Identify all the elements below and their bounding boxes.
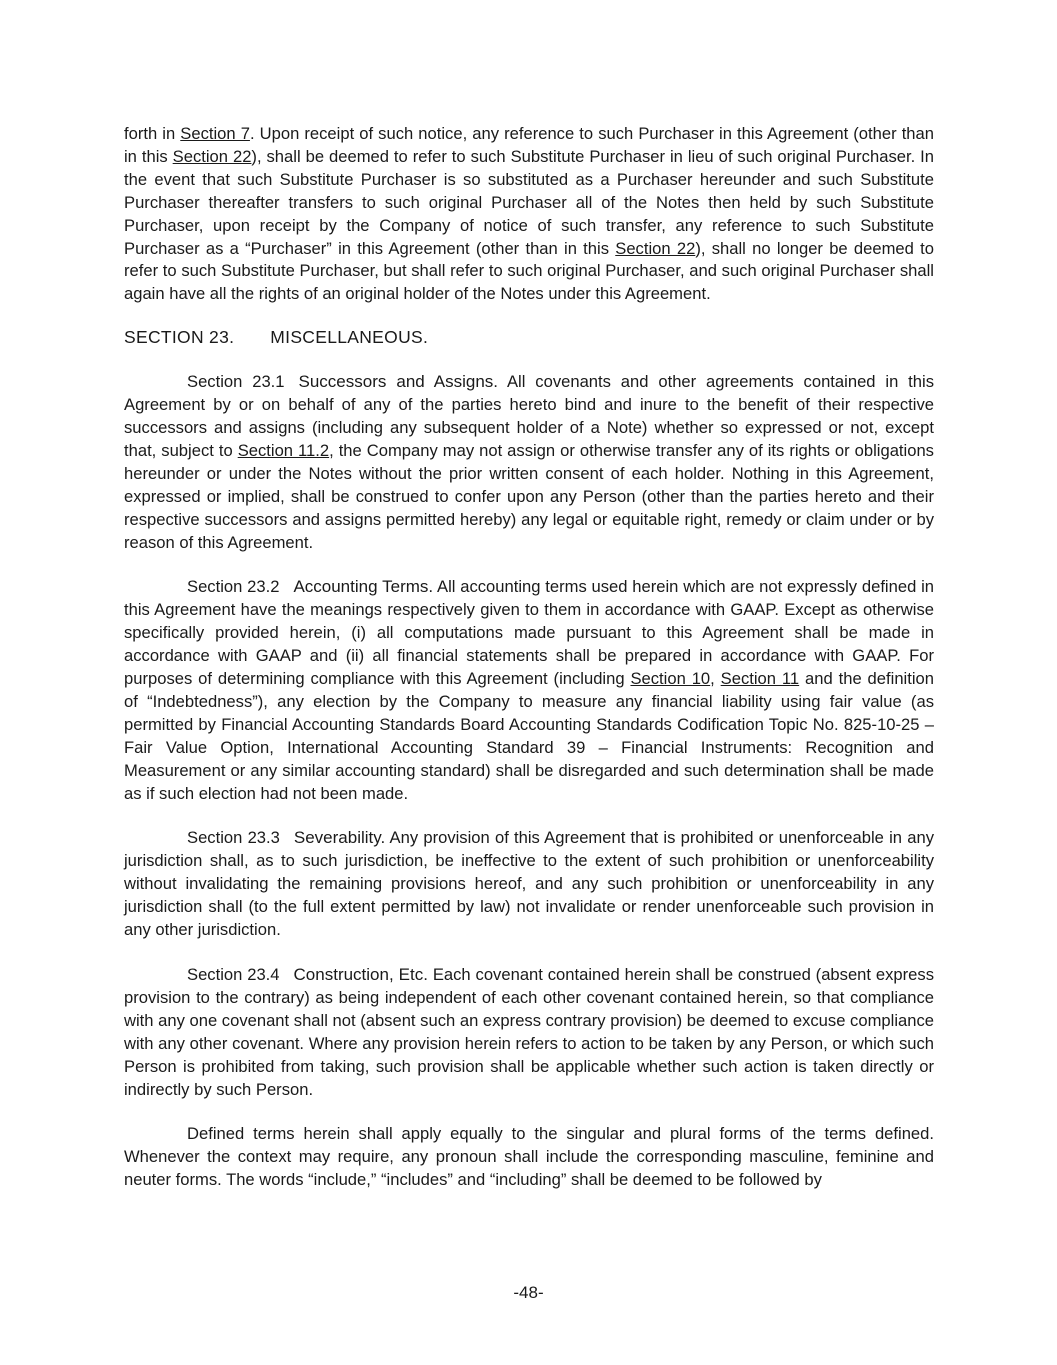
- subsection-number: Section 23.1: [187, 372, 285, 392]
- text-run: ), shall no longer be deemed to refer to such Substitute Purchaser, but shall refer to such original Purchaser, and such original Purchaser shall again have all the rights of an original holder of the Notes under this Agreement.: [124, 238, 934, 304]
- section-23-1-paragraph: [124, 371, 934, 554]
- text-run: , the Company may not assign or otherwise transfer any of its rights or obligations hereunder or under the Notes without the prior written consent of each holder. Nothing in this Agreement, expressed or implied, shall be construed to confer upon any Person (other than the parties hereto and their respective successors and assigns permitted hereby) any legal or equitable right, remedy or claim under or by reason of this Agreement.: [124, 440, 934, 552]
- text-run: forth in: [124, 124, 181, 143]
- section-7-reference: Section 7: [180, 124, 250, 143]
- section-22-reference: Section 22: [615, 238, 696, 258]
- continuation-paragraph: [124, 123, 934, 306]
- section-23-heading: [124, 326, 934, 349]
- section-23-3-paragraph: [124, 827, 934, 942]
- section-10-reference: Section 10: [630, 669, 711, 689]
- subsection-title: Accounting Terms.: [293, 577, 434, 597]
- text-run: . Upon receipt of such notice, any reference to such Purchaser in this Agreement (other than in this: [124, 124, 934, 166]
- subsection-number: Section 23.3: [187, 828, 280, 848]
- text-run: Each covenant contained herein shall be construed (absent express provision to the contrary) as being independent of each other covenant contained herein, so that compliance with any one covenant shall not (absent such an express contrary provision) be deemed to excuse compliance with any other covenant. Where any provision herein refers to action to be taken by any Person, or which such Person is prohibited from taking, such provision shall be applicable whether such action is taken directly or indirectly by such Person.: [124, 965, 934, 1099]
- page-number: -48-: [513, 1283, 544, 1302]
- section-11-2-reference: Section 11.2: [237, 440, 330, 460]
- subsection-number: Section 23.2: [187, 577, 280, 597]
- defined-terms-paragraph: Defined terms herein shall apply equally to the singular and plural forms of the terms defined. Whenever the context may require, any pronoun shall include the corresponding masculine, feminine and neuter forms. The words “include,” “includes” and “including” shall be deemed to be followed by: [124, 1124, 934, 1190]
- subsection-title: Successors and Assigns.: [298, 372, 499, 392]
- subsection-title: Severability.: [293, 828, 386, 848]
- text-run: ,: [710, 669, 721, 689]
- text-run: Any provision of this Agreement that is prohibited or unenforceable in any jurisdiction shall, as to such jurisdiction, be ineffective to the extent of such prohibition or unenforceability without invalidating the remaining provisions hereof, and any such prohibition or unenforceability in any jurisdiction shall (to the full extent permitted by law) not invalidate or render unenforceable such provision in any other jurisdiction.: [124, 828, 934, 940]
- section-22-reference: Section 22: [172, 146, 252, 166]
- section-number: SECTION 23.: [124, 327, 235, 348]
- section-23-2-paragraph: [124, 576, 934, 805]
- document-page: [124, 123, 934, 1192]
- section-title: MISCELLANEOUS.: [270, 327, 429, 348]
- text-run: All accounting terms used herein which are not expressly defined in this Agreement have the meanings respectively given to them in accordance with GAAP. Except as otherwise specifically provided herein, (i) all computations made pursuant to this Agreement shall be made in accordance with GAAP and (ii) all financial statements shall be prepared in accordance with GAAP. For purposes of determining compliance with this Agreement (including: [124, 577, 935, 689]
- text-run: ), shall be deemed to refer to such Substitute Purchaser in lieu of such original Purchaser. In the event that such Substitute Purchaser is so substituted as a Purchaser hereunder and such Substitute Purchaser thereafter transfers to such original Purchaser all of the Notes then held by such Substitute Purchaser, upon receipt by the Company of notice of such transfer, any reference to such Substitute Purchaser as a “Purchaser” in this Agreement (other than in this: [124, 146, 934, 258]
- subsection-title: Construction, Etc.: [293, 965, 428, 984]
- subsection-number: Section 23.4: [187, 965, 280, 984]
- text-run: All covenants and other agreements contained in this Agreement by or on behalf of any of the parties hereto bind and inure to the benefit of their respective successors and assigns (including any subsequent holder of a Note) whether so expressed or not, except that, subject to: [124, 372, 935, 460]
- section-11-reference: Section 11: [720, 669, 800, 689]
- section-23-4-paragraph: [124, 964, 934, 1101]
- text-run: and the definition of “Indebtedness”), any election by the Company to measure any financial liability using fair value (as permitted by Financial Accounting Standards Board Accounting Standards Codification Topic No. 825-10-25 – Fair Value Option, International Accounting Standard 39 – Financial Instruments: Recognition and Measurement or any similar accounting standard) shall be disregarded and such determination shall be made as if such election had not been made.: [124, 669, 934, 803]
